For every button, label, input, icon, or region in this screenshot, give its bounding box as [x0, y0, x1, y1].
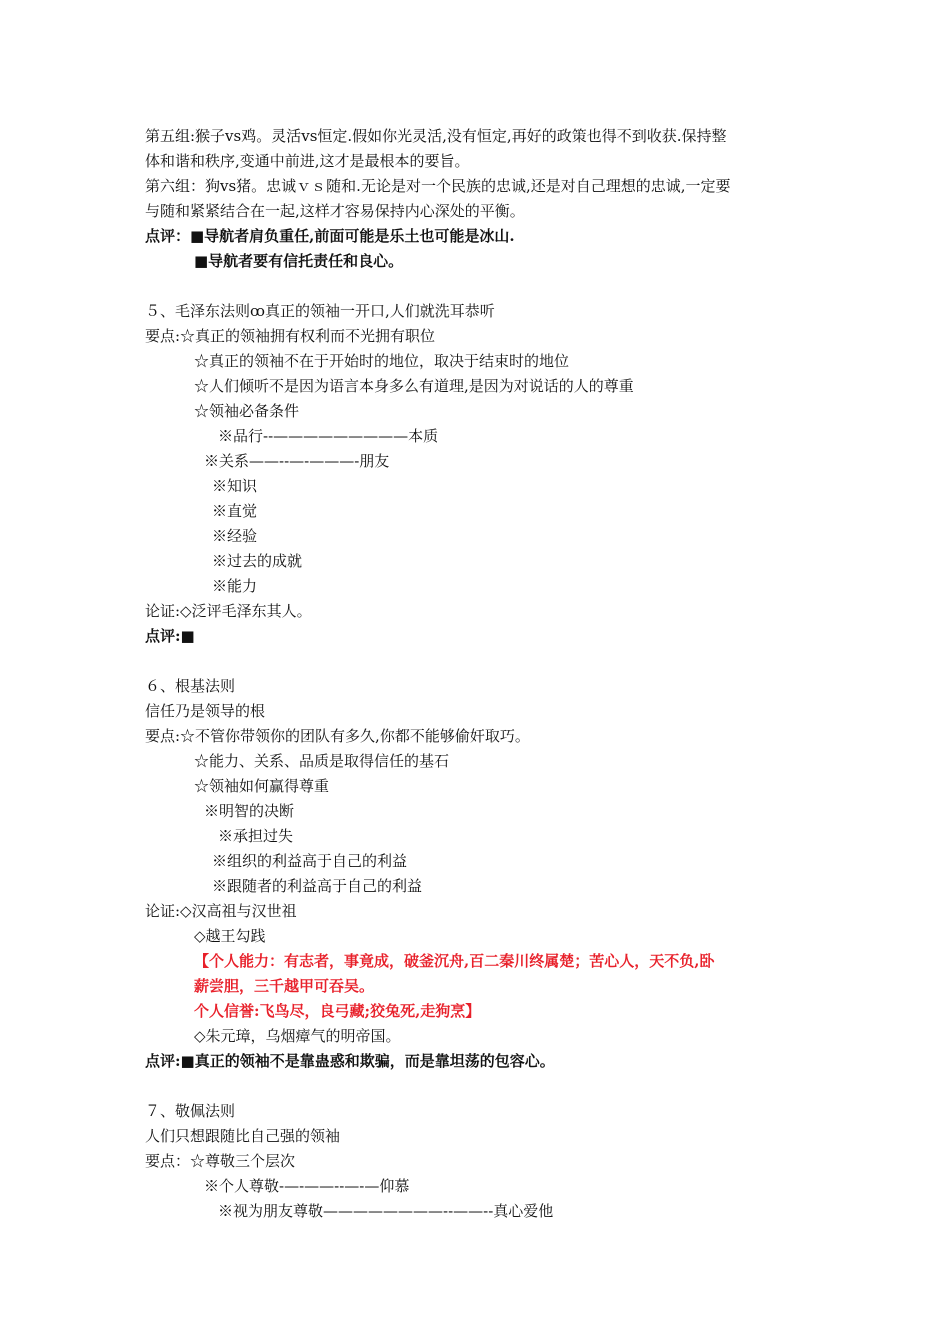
section-6-point-1: 要点:☆不管你带领你的团队有多久,你都不能够偷奸取巧。	[145, 727, 530, 745]
condition-intuition: ※直觉	[212, 502, 258, 520]
respect-organization-first: ※组织的利益高于自己的利益	[212, 852, 408, 870]
condition-past-success: ※过去的成就	[212, 552, 303, 570]
condition-relationship: ※关系——--—-———-朋友	[204, 452, 390, 470]
section-6-argument-1: 论证:◇汉高祖与汉世祖	[145, 902, 297, 920]
section-5-point-1: 要点:☆真正的领袖拥有权利而不光拥有职位	[145, 327, 436, 345]
section-7-heading: ７、敬佩法则	[145, 1102, 236, 1120]
section-5-argument: 论证:◇泛评毛泽东其人。	[145, 602, 312, 620]
respect-level-friend: ※视为朋友尊敬————————--——--真心爱他	[218, 1202, 554, 1220]
condition-character: ※品行--—————————本质	[218, 427, 439, 445]
paragraph-group6-line2: 与随和紧紧结合在一起,这样才容易保持内心深处的平衡。	[145, 202, 525, 220]
highlight-ability-line1: 【个人能力：有志者，事竟成，破釜沉舟,百二秦川终属楚；苦心人，天不负,卧	[194, 952, 715, 970]
section-5-comment: 点评:■	[145, 627, 195, 645]
condition-experience: ※经验	[212, 527, 258, 545]
section-6-argument-3: ◇朱元璋，乌烟瘴气的明帝国。	[194, 1027, 401, 1045]
section-5-heading: ５、毛泽东法则ꝏ真正的领袖一开口,人们就洗耳恭听	[145, 302, 495, 320]
respect-level-personal: ※个人尊敬-—-——--—-—仰慕	[204, 1177, 410, 1195]
section-6-argument-2: ◇越王勾践	[194, 927, 266, 945]
respect-followers-first: ※跟随者的利益高于自己的利益	[212, 877, 423, 895]
comment-navigator-2: ■导航者要有信托责任和良心。	[194, 252, 404, 270]
comment-navigator-1: 点评：■导航者肩负重任,前面可能是乐土也可能是冰山.	[145, 227, 515, 245]
section-7-subtitle: 人们只想跟随比自己强的领袖	[145, 1127, 341, 1145]
section-5-point-4: ☆领袖必备条件	[194, 402, 300, 420]
respect-wise-decision: ※明智的决断	[204, 802, 295, 820]
section-6-point-3: ☆领袖如何赢得尊重	[194, 777, 330, 795]
section-6-heading: ６、根基法则	[145, 677, 236, 695]
section-6-subtitle: 信任乃是领导的根	[145, 702, 266, 720]
section-5-point-2: ☆真正的领袖不在于开始时的地位，取决于结束时的地位	[194, 352, 570, 370]
condition-knowledge: ※知识	[212, 477, 258, 495]
section-5-point-3: ☆人们倾听不是因为语言本身多么有道理,是因为对说话的人的尊重	[194, 377, 634, 395]
highlight-ability-line2: 薪尝胆，三千越甲可吞吴。	[194, 977, 375, 995]
paragraph-group6-line1: 第六组：狗vs猪。忠诚ｖｓ随和.无论是对一个民族的忠诚,还是对自己理想的忠诚,一定要	[145, 177, 731, 195]
condition-ability: ※能力	[212, 577, 258, 595]
section-6-comment: 点评:■真正的领袖不是靠蛊惑和欺骗，而是靠坦荡的包容心。	[145, 1052, 555, 1070]
highlight-credibility: 个人信誉:飞鸟尽，良弓藏;狡兔死,走狗烹】	[194, 1002, 481, 1020]
section-7-point-1: 要点：☆尊敬三个层次	[145, 1152, 296, 1170]
section-6-point-2: ☆能力、关系、品质是取得信任的基石	[194, 752, 450, 770]
respect-take-blame: ※承担过失	[218, 827, 294, 845]
paragraph-group5-line1: 第五组:猴子vs鸡。灵活vs恒定.假如你光灵活,没有恒定,再好的政策也得不到收获.保持整	[145, 127, 727, 145]
paragraph-group5-line2: 体和谐和秩序,变通中前进,这才是最根本的要旨。	[145, 152, 470, 170]
